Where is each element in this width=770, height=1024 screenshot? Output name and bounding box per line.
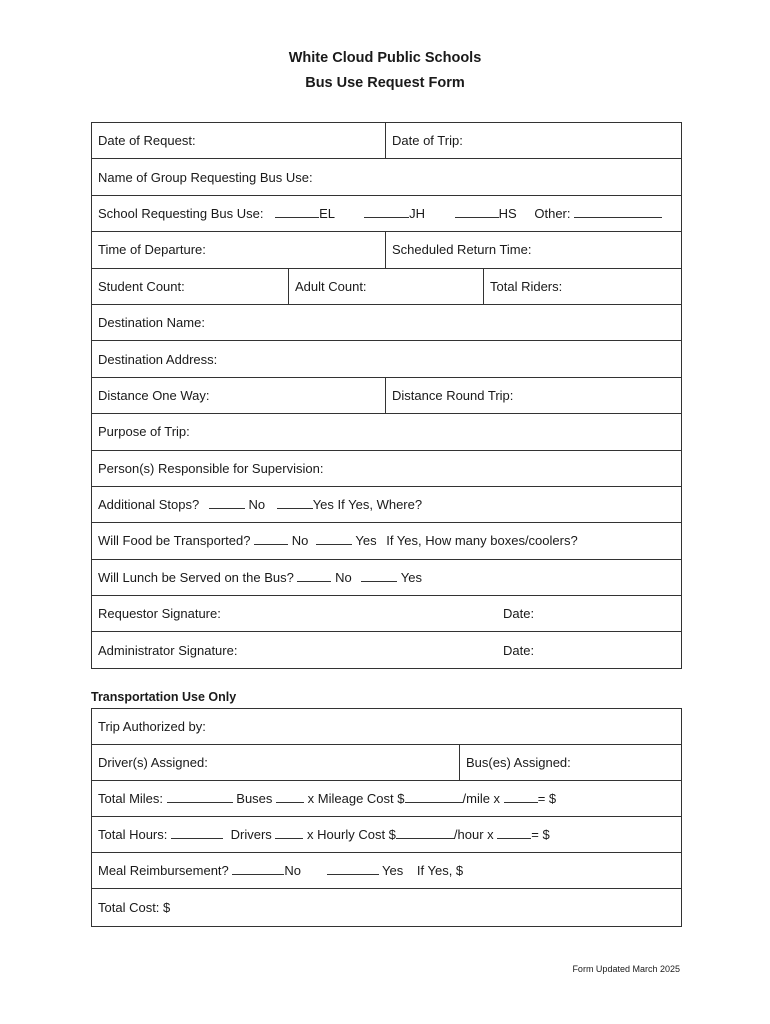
destination-name-label: Destination Name:: [98, 315, 205, 331]
food-if-yes-label: If Yes, How many boxes/coolers?: [386, 533, 578, 549]
destination-address-label: Destination Address:: [98, 351, 218, 367]
transportation-table: [91, 708, 682, 927]
hour-multiplier-blank[interactable]: [497, 827, 531, 839]
row-group-name: [92, 159, 682, 195]
total-miles-label: Total Miles:: [98, 791, 164, 806]
buses-label: Buses: [236, 791, 273, 806]
requestor-signature-label: Requestor Signature:: [98, 606, 221, 622]
row-trip-authorized: [92, 709, 682, 745]
time-departure-field[interactable]: [92, 232, 386, 268]
total-riders-field[interactable]: [484, 268, 682, 304]
row-counts: [92, 268, 682, 304]
hour-equals-label: = $: [531, 827, 550, 842]
total-hours-label: Total Hours:: [98, 827, 168, 842]
jh-blank[interactable]: [364, 206, 409, 218]
food-no-label: No: [291, 533, 309, 549]
row-supervision: [92, 450, 682, 486]
food-no-blank[interactable]: [254, 533, 288, 545]
row-distances: [92, 377, 682, 413]
drivers-label: Drivers: [230, 827, 272, 842]
date-of-request-field[interactable]: [92, 123, 386, 159]
return-time-field[interactable]: [386, 232, 682, 268]
student-count-field[interactable]: [92, 268, 289, 304]
per-mile-label: /mile x: [462, 791, 501, 806]
food-yes-blank[interactable]: [316, 533, 352, 545]
date-of-trip-label: Date of Trip:: [392, 133, 463, 149]
purpose-field[interactable]: [92, 414, 682, 450]
mile-multiplier-blank[interactable]: [504, 791, 538, 803]
row-dates: [92, 123, 682, 159]
food-yes-label: Yes: [355, 533, 377, 549]
supervision-field[interactable]: [92, 450, 682, 486]
mileage-cost-label: x Mileage Cost $: [307, 791, 405, 806]
lunch-served-field[interactable]: [92, 559, 682, 595]
mileage-cost-blank[interactable]: [405, 791, 463, 803]
administrator-signature-field[interactable]: [92, 632, 682, 668]
school-name: White Cloud Public Schools: [288, 50, 482, 66]
meal-reimbursement-field[interactable]: [92, 853, 682, 889]
distance-one-way-label: Distance One Way:: [98, 387, 210, 403]
meal-yes-label: Yes: [382, 863, 404, 878]
meal-if-yes-label: If Yes, $: [416, 863, 464, 878]
row-meal-reimbursement: [92, 853, 682, 889]
hs-label: HS: [498, 205, 517, 221]
jh-label: JH: [409, 205, 426, 221]
lunch-no-label: No: [335, 569, 352, 585]
row-total-hours: [92, 817, 682, 853]
row-total-miles: [92, 781, 682, 817]
row-purpose: [92, 414, 682, 450]
mile-equals-label: = $: [537, 791, 557, 806]
supervision-label: Person(s) Responsible for Supervision:: [98, 460, 324, 476]
row-total-cost: [92, 889, 682, 927]
lunch-yes-label: Yes: [400, 569, 422, 585]
drivers-assigned-field[interactable]: [92, 745, 460, 781]
distance-round-trip-label: Distance Round Trip:: [392, 387, 514, 403]
meal-no-label: No: [284, 863, 302, 878]
stops-yes-label: Yes: [312, 497, 334, 513]
return-time-label: Scheduled Return Time:: [392, 242, 532, 258]
group-name-field[interactable]: [92, 159, 682, 195]
row-times: [92, 232, 682, 268]
date-of-request-label: Date of Request:: [98, 133, 196, 149]
stops-no-label: No: [248, 497, 266, 513]
adult-count-field[interactable]: [289, 268, 484, 304]
stops-if-yes-label: If Yes, Where?: [337, 497, 423, 513]
other-blank[interactable]: [574, 206, 662, 218]
form-title: Bus Use Request Form: [305, 75, 465, 91]
time-departure-label: Time of Departure:: [98, 242, 206, 258]
lunch-no-blank[interactable]: [297, 570, 331, 582]
per-hour-label: /hour x: [453, 827, 494, 842]
lunch-yes-blank[interactable]: [361, 570, 397, 582]
row-school: [92, 195, 682, 231]
meal-yes-blank[interactable]: [327, 863, 379, 875]
total-riders-label: Total Riders:: [490, 278, 563, 294]
distance-round-trip-field[interactable]: [386, 377, 682, 413]
school-requesting-label: School Requesting Bus Use:: [98, 205, 264, 221]
row-administrator-signature: [92, 632, 682, 668]
el-label: EL: [319, 205, 335, 221]
total-miles-field[interactable]: [92, 781, 682, 817]
destination-address-field[interactable]: [92, 341, 682, 377]
buses-blank[interactable]: [276, 791, 304, 803]
destination-name-field[interactable]: [92, 304, 682, 340]
hourly-cost-label: x Hourly Cost $: [307, 827, 396, 842]
additional-stops-field[interactable]: [92, 486, 682, 522]
total-cost-field[interactable]: [92, 889, 682, 927]
stops-yes-blank[interactable]: [277, 497, 313, 509]
row-destination-address: [92, 341, 682, 377]
food-transported-label: Will Food be Transported?: [98, 533, 251, 549]
requestor-date-label: Date:: [503, 606, 535, 622]
hs-blank[interactable]: [455, 206, 499, 218]
trip-authorized-field[interactable]: [92, 709, 682, 745]
row-requestor-signature: [92, 596, 682, 632]
buses-assigned-field[interactable]: [460, 745, 682, 781]
el-blank[interactable]: [275, 206, 319, 218]
total-hours-field[interactable]: [92, 817, 682, 853]
group-name-label: Name of Group Requesting Bus Use:: [98, 169, 313, 185]
lunch-served-label: Will Lunch be Served on the Bus?: [98, 569, 294, 585]
date-of-trip-field[interactable]: [386, 123, 682, 159]
distance-one-way-field[interactable]: [92, 377, 386, 413]
meal-no-blank[interactable]: [232, 863, 284, 875]
additional-stops-label: Additional Stops?: [98, 497, 200, 513]
school-requesting-field[interactable]: [92, 195, 682, 231]
drivers-blank[interactable]: [275, 827, 303, 839]
hourly-cost-blank[interactable]: [396, 827, 454, 839]
row-additional-stops: [92, 486, 682, 522]
trip-authorized-label: Trip Authorized by:: [98, 719, 206, 734]
row-lunch: [92, 559, 682, 595]
adult-count-label: Adult Count:: [295, 278, 367, 294]
hours-blank[interactable]: [171, 827, 223, 839]
total-cost-label: Total Cost: $: [98, 900, 171, 915]
administrator-signature-label: Administrator Signature:: [98, 642, 238, 658]
miles-blank[interactable]: [167, 791, 233, 803]
other-label: Other:: [534, 205, 571, 221]
purpose-label: Purpose of Trip:: [98, 424, 190, 440]
row-assignments: [92, 745, 682, 781]
row-food: [92, 523, 682, 559]
transportation-section-label: Transportation Use Only: [91, 690, 237, 704]
administrator-date-label: Date:: [503, 642, 535, 658]
row-destination-name: [92, 304, 682, 340]
buses-assigned-label: Bus(es) Assigned:: [466, 755, 571, 770]
meal-reimbursement-label: Meal Reimbursement?: [98, 863, 229, 878]
stops-no-blank[interactable]: [209, 497, 245, 509]
requestor-signature-field[interactable]: [92, 596, 682, 632]
food-transported-field[interactable]: [92, 523, 682, 559]
student-count-label: Student Count:: [98, 278, 185, 294]
form-updated-note: Form Updated March 2025: [572, 964, 680, 974]
bus-request-table: [91, 122, 682, 669]
drivers-assigned-label: Driver(s) Assigned:: [98, 755, 208, 770]
